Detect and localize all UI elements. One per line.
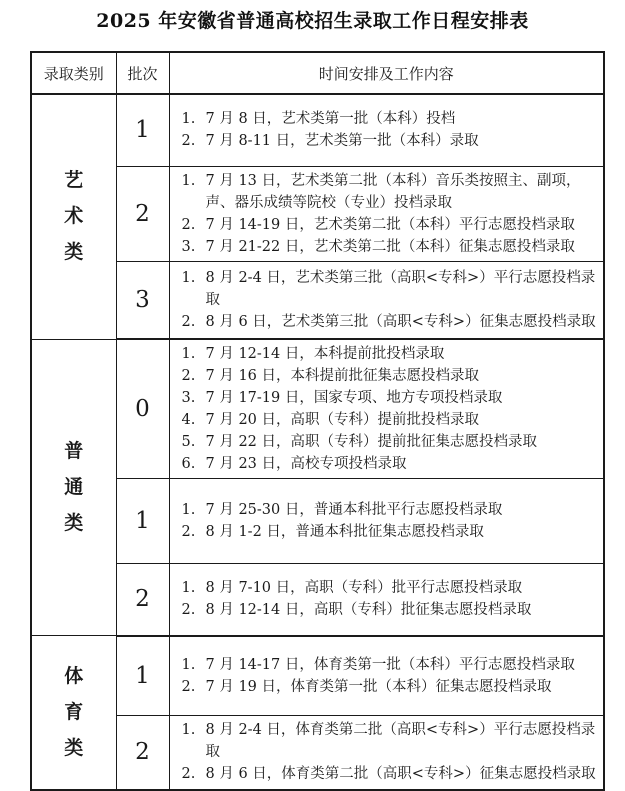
item-number: 5. [181, 434, 196, 450]
table-row [31, 94, 604, 166]
item-number: 1. [181, 656, 196, 673]
schedule-table [30, 51, 605, 791]
item-text: 7 月 8 日，艺术类第一批（本科）投档 [205, 111, 456, 128]
batch-cell: 1 [116, 636, 169, 716]
schedule-item [182, 763, 598, 785]
header-category: 录取类别 [31, 52, 116, 94]
schedule-item [182, 409, 598, 431]
category-char: 类 [64, 241, 84, 264]
item-text: 8 月 2-4 日，体育类第二批（高职<专科>）平行志愿投档录取 [205, 722, 596, 761]
item-number: 2. [181, 368, 196, 384]
item-number: 3. [181, 390, 196, 406]
item-number: 1. [181, 346, 196, 362]
category-char: 术 [64, 205, 84, 228]
category-char: 类 [64, 736, 84, 759]
item-text: 7 月 17-19 日，国家专项、地方专项投档录取 [205, 390, 503, 406]
schedule-item [182, 453, 598, 475]
item-number: 2. [181, 602, 196, 619]
item-number: 3. [181, 238, 196, 255]
table-row [31, 339, 604, 479]
item-text: 7 月 19 日，体育类第一批（本科）征集志愿投档录取 [205, 678, 552, 695]
content-cell [169, 166, 604, 261]
content-cell [169, 94, 604, 166]
item-number: 1. [181, 722, 196, 739]
item-number: 2. [181, 766, 196, 783]
batch-cell: 2 [116, 716, 169, 790]
content-cell [169, 636, 604, 716]
item-number: 4. [181, 412, 196, 428]
batch-cell: 1 [116, 94, 169, 166]
item-number: 2. [181, 678, 196, 695]
batch-cell: 3 [116, 261, 169, 339]
item-text: 7 月 12-14 日，本科提前批投档录取 [205, 346, 445, 362]
item-number: 1. [181, 172, 196, 189]
item-text: 8 月 6 日，艺术类第三批（高职<专科>）征集志愿投档录取 [205, 313, 596, 330]
header-batch: 批次 [116, 52, 169, 94]
item-text: 7 月 8-11 日，艺术类第一批（本科）录取 [205, 133, 479, 150]
schedule-item [182, 577, 598, 599]
table-row [31, 166, 604, 261]
category-char: 通 [64, 475, 84, 498]
schedule-item [182, 676, 598, 698]
schedule-item [182, 521, 598, 543]
category-cell-sports [31, 636, 116, 790]
item-number: 1. [181, 580, 196, 597]
batch-cell: 0 [116, 339, 169, 479]
header-content: 时间安排及工作内容 [169, 52, 604, 94]
category-char: 普 [64, 439, 84, 462]
item-number: 2. [181, 313, 196, 330]
schedule-item [182, 719, 598, 763]
item-number: 6. [181, 456, 196, 472]
content-cell [169, 479, 604, 564]
item-text: 7 月 16 日，本科提前批征集志愿投档录取 [205, 368, 480, 384]
category-char: 类 [64, 511, 84, 534]
table-row [31, 261, 604, 339]
batch-cell: 2 [116, 564, 169, 636]
item-number: 2. [181, 216, 196, 233]
content-cell [169, 716, 604, 790]
schedule-item [182, 365, 598, 387]
schedule-item [182, 170, 598, 214]
category-cell-general [31, 339, 116, 636]
schedule-item [182, 311, 598, 333]
batch-cell: 2 [116, 166, 169, 261]
schedule-item [182, 431, 598, 453]
schedule-item [182, 654, 598, 676]
schedule-item [182, 343, 598, 365]
schedule-item [182, 599, 598, 621]
item-text: 8 月 1-2 日，普通本科批征集志愿投档录取 [205, 524, 484, 540]
schedule-item [182, 108, 598, 130]
content-cell [169, 339, 604, 479]
item-text: 7 月 20 日，高职（专科）提前批投档录取 [205, 412, 480, 428]
item-text: 7 月 22 日，高职（专科）提前批征集志愿投档录取 [205, 434, 538, 450]
item-number: 2. [181, 133, 196, 150]
item-number: 1. [181, 502, 196, 518]
page-title: 2025 年安徽省普通高校招生录取工作日程安排表 [96, 10, 529, 32]
category-char: 育 [64, 700, 84, 723]
item-number: 2. [181, 524, 196, 540]
item-text: 8 月 6 日，体育类第二批（高职<专科>）征集志愿投档录取 [205, 766, 596, 783]
item-text: 8 月 7-10 日，高职（专科）批平行志愿投档录取 [205, 580, 523, 597]
category-char: 艺 [64, 169, 84, 192]
item-text: 7 月 13 日，艺术类第二批（本科）音乐类按照主、副项，声、器乐成绩等院校（专业）投档录取 [205, 172, 581, 211]
schedule-item [182, 499, 598, 521]
content-cell [169, 564, 604, 636]
table-header-row [31, 52, 604, 94]
item-number: 1. [181, 269, 196, 286]
item-text: 7 月 21-22 日，艺术类第二批（本科）征集志愿投档录取 [205, 238, 575, 255]
item-text: 8 月 2-4 日，艺术类第三批（高职<专科>）平行志愿投档录取 [205, 269, 596, 308]
table-row [31, 479, 604, 564]
batch-cell: 1 [116, 479, 169, 564]
table-row [31, 636, 604, 716]
schedule-item [182, 214, 598, 236]
table-row [31, 716, 604, 790]
category-char: 体 [64, 664, 84, 687]
schedule-item [182, 236, 598, 258]
schedule-item [182, 130, 598, 152]
item-text: 8 月 12-14 日，高职（专科）批征集志愿投档录取 [205, 602, 532, 619]
content-cell [169, 261, 604, 339]
table-row [31, 564, 604, 636]
category-cell-art [31, 94, 116, 339]
item-text: 7 月 25-30 日，普通本科批平行志愿投档录取 [205, 502, 503, 518]
schedule-item [182, 267, 598, 311]
item-number: 1. [181, 111, 196, 128]
item-text: 7 月 14-17 日，体育类第一批（本科）平行志愿投档录取 [205, 656, 575, 673]
schedule-item [182, 387, 598, 409]
item-text: 7 月 14-19 日，艺术类第二批（本科）平行志愿投档录取 [205, 216, 575, 233]
item-text: 7 月 23 日，高校专项投档录取 [205, 456, 407, 472]
